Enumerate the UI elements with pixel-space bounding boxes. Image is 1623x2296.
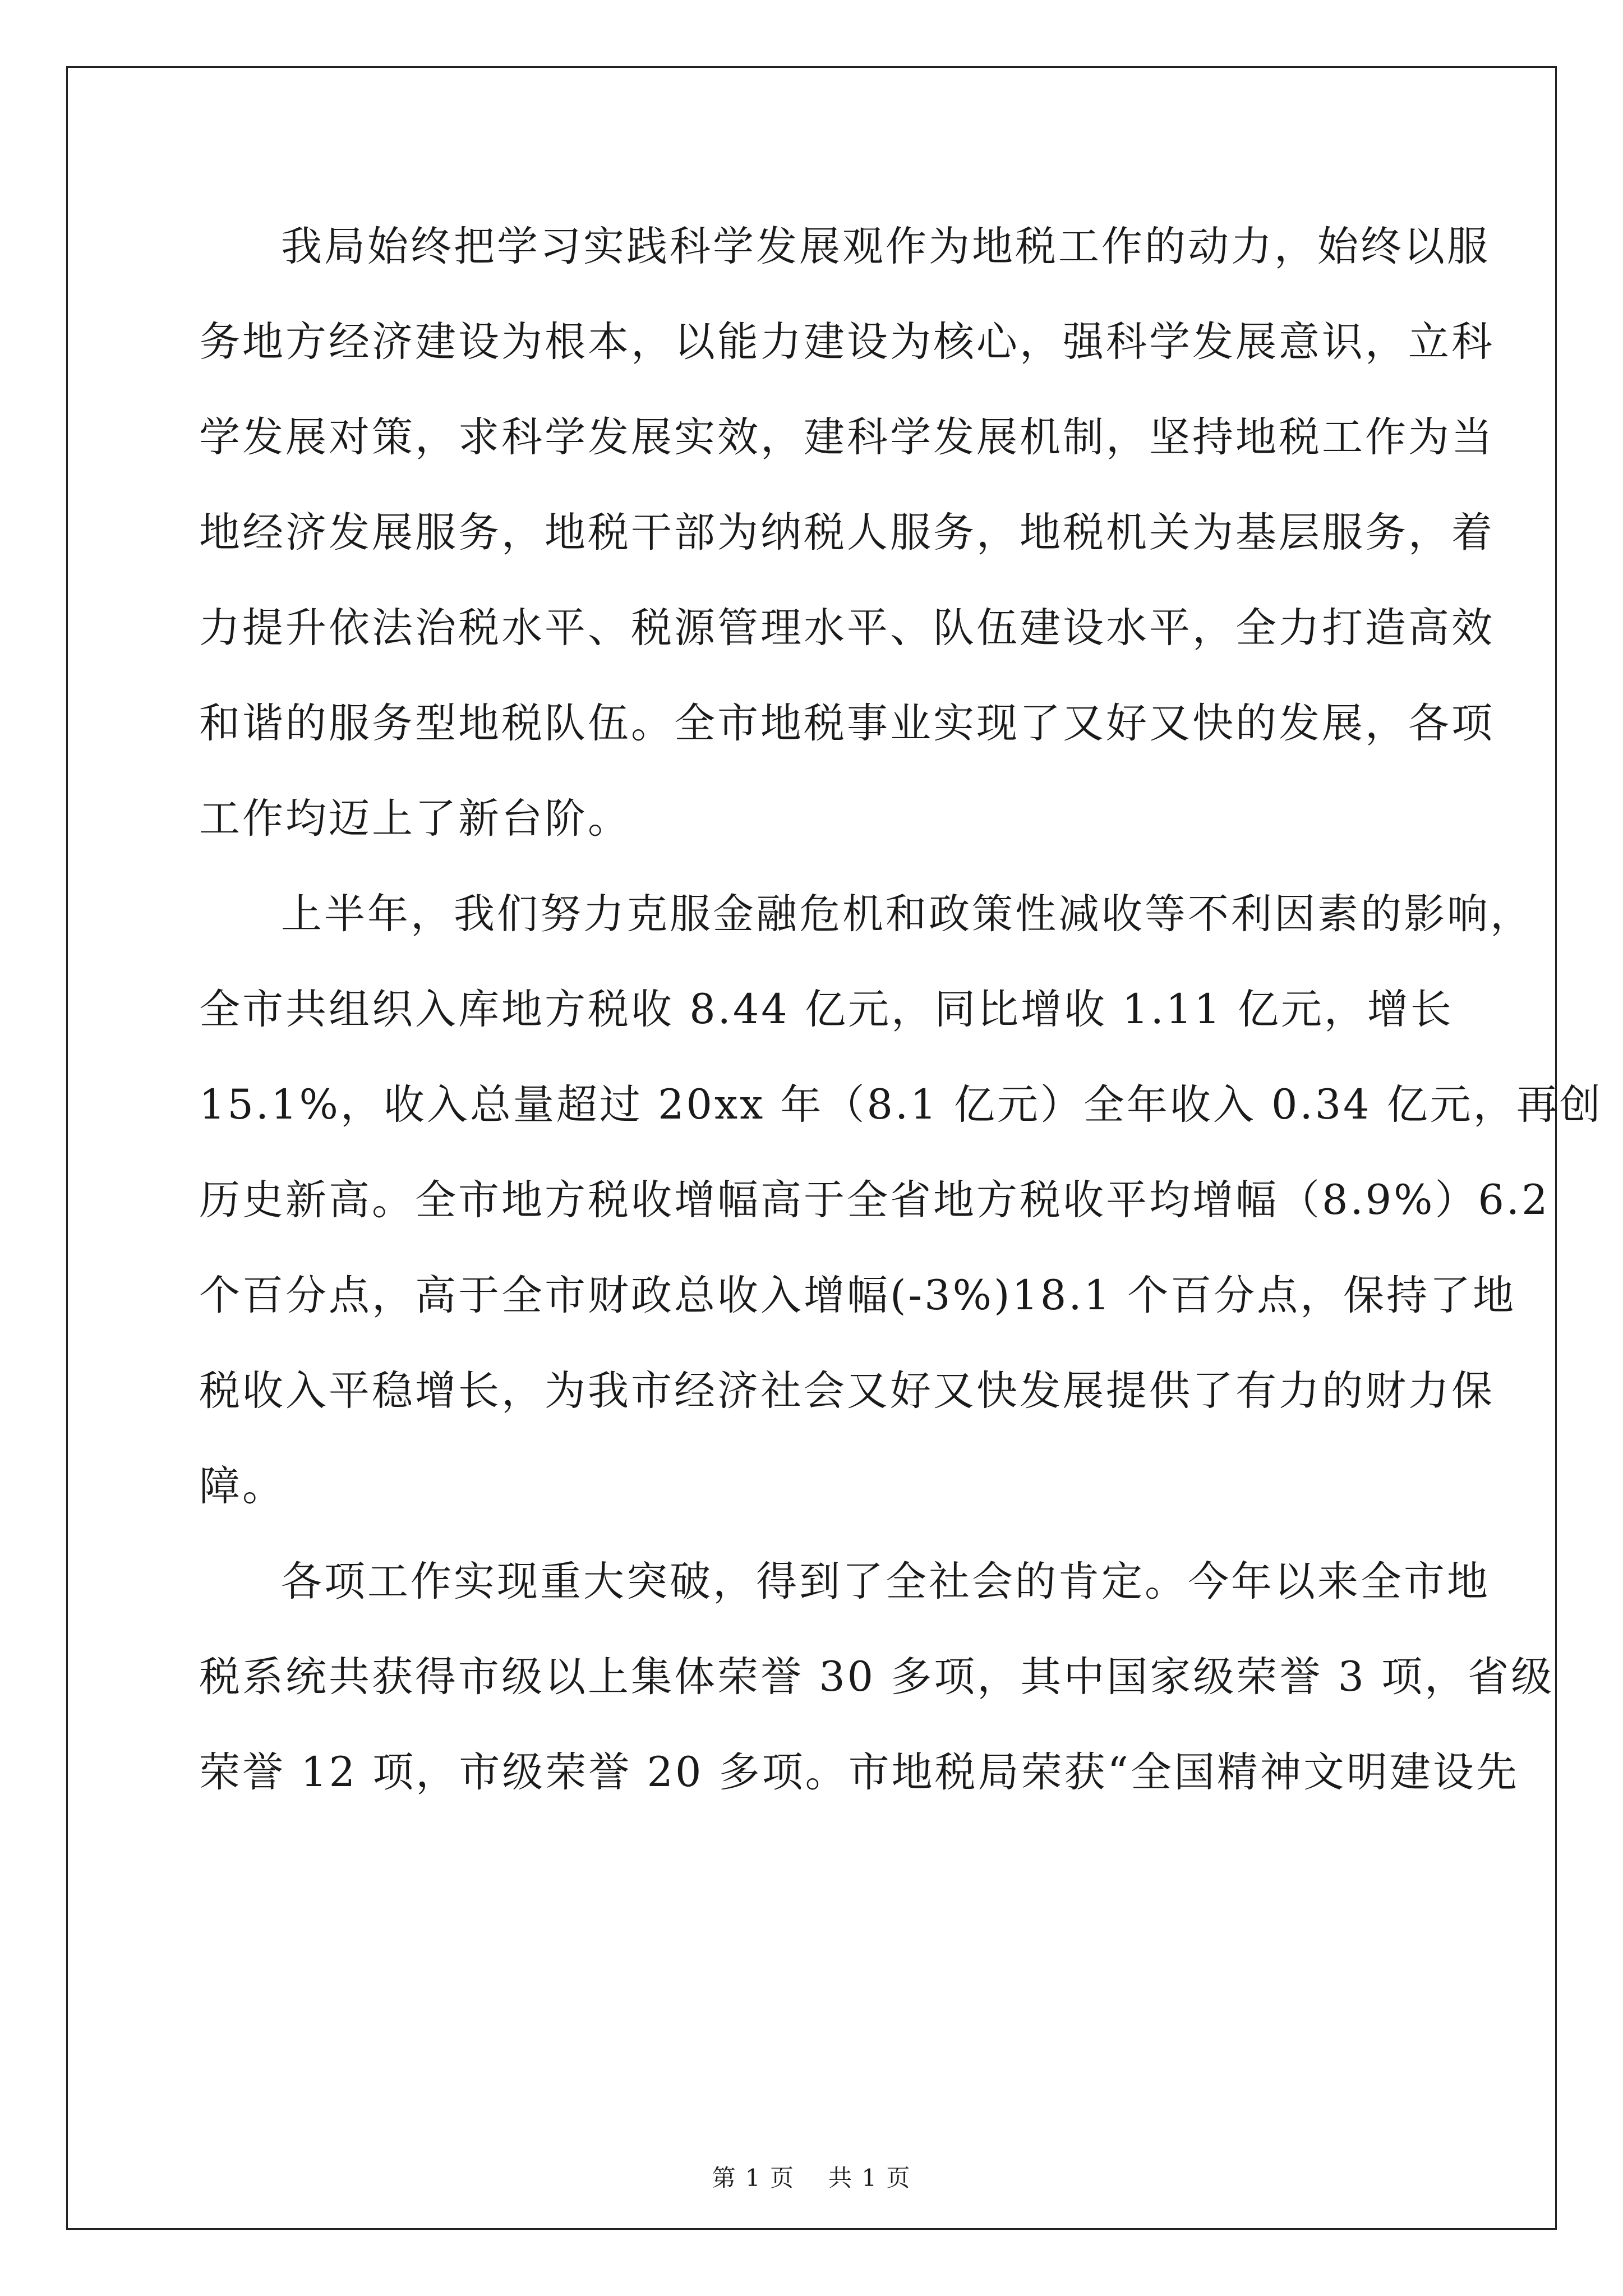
text-line: 历史新高。全市地方税收增幅高于全省地方税收平均增幅（8.9%）6.2 [199, 1176, 1550, 1224]
paragraph-2 [199, 867, 1603, 1534]
paragraph-3 [199, 1534, 1555, 1820]
text-line: 各项工作实现重大突破，得到了全社会的肯定。今年以来全市地 [281, 1558, 1490, 1605]
text-line: 地经济发展服务，地税干部为纳税人服务，地税机关为基层服务，着 [199, 509, 1495, 556]
text-line: 全市共组织入库地方税收 8.44 亿元，同比增收 1.11 亿元，增长 [199, 986, 1454, 1033]
text-line: 税系统共获得市级以上集体荣誉 30 多项，其中国家级荣誉 3 项，省级 [199, 1653, 1555, 1701]
page-footer [0, 2161, 1623, 2195]
text-line: 税收入平稳增长，为我市经济社会又好又快发展提供了有力的财力保 [199, 1367, 1495, 1415]
text-line: 个百分点，高于全市财政总收入增幅(-3%)18.1 个百分点，保持了地 [199, 1272, 1516, 1319]
page-total: 共 1 页 [828, 2164, 911, 2192]
text-line: 和谐的服务型地税队伍。全市地税事业实现了又好又快的发展，各项 [199, 700, 1495, 747]
paragraph-1 [199, 199, 1495, 867]
text-line: 15.1%，收入总量超过 20xx 年（8.1 亿元）全年收入 0.34 亿元，再创 [199, 1081, 1603, 1129]
text-line: 上半年，我们努力克服金融危机和政策性减收等不利因素的影响， [281, 890, 1533, 938]
document-body [199, 199, 1603, 1820]
text-line: 力提升依法治税水平、税源管理水平、队伍建设水平，全力打造高效 [199, 604, 1495, 652]
text-line: 学发展对策，求科学发展实效，建科学发展机制，坚持地税工作为当 [199, 413, 1495, 461]
text-line: 工作均迈上了新台阶。 [199, 795, 631, 843]
text-line: 障。 [199, 1462, 285, 1510]
text-line: 我局始终把学习实践科学发展观作为地税工作的动力，始终以服 [281, 223, 1490, 270]
page-number: 第 1 页 [712, 2164, 795, 2192]
text-line: 务地方经济建设为根本，以能力建设为核心，强科学发展意识，立科 [199, 318, 1495, 366]
text-line: 荣誉 12 项，市级荣誉 20 多项。市地税局荣获“全国精神文明建设先 [199, 1749, 1519, 1796]
